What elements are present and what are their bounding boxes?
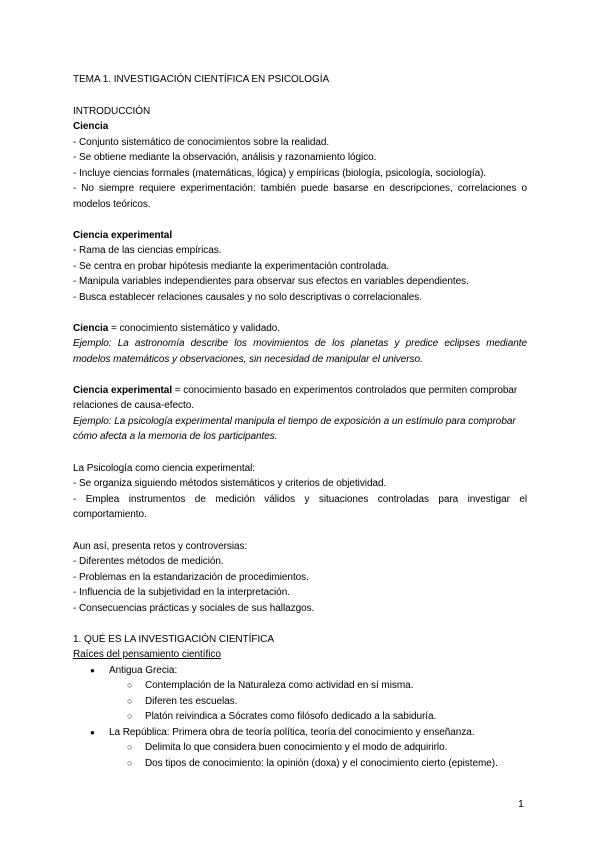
retos-item: - Diferentes métodos de medición. — [73, 556, 224, 567]
retos-item: - Consecuencias prácticas y sociales de sus hallazgos. — [73, 603, 315, 614]
circle-bullet-icon: ○ — [127, 742, 133, 752]
definition-term: Ciencia — [73, 323, 109, 334]
ciencia-experimental-heading: Ciencia experimental — [73, 230, 173, 241]
ciencia-experimental-item: - Rama de las ciencias empíricas. — [73, 245, 222, 256]
definition-ciencia-experimental — [73, 383, 527, 398]
psicologia-item-cont: comportamiento. — [73, 509, 147, 520]
ciencia-experimental-item: - Se centra en probar hipótesis mediante la experimentación controlada. — [73, 261, 390, 272]
sub-list-item: Contemplación de la Naturaleza como actividad en sí misma. — [145, 680, 414, 691]
ciencia-item: - No siempre requiere experimentación: también puede basarse en descripciones, correlaciones o — [73, 183, 527, 194]
section-subheading: Raíces del pensamiento científico — [73, 649, 221, 660]
retos-item: - Influencia de la subjetividad en la interpretación. — [73, 587, 290, 598]
definition-term: Ciencia experimental — [73, 385, 173, 396]
circle-bullet-icon: ○ — [127, 758, 133, 768]
ciencia-item: - Se obtiene mediante la observación, análisis y razonamiento lógico. — [73, 152, 377, 163]
ciencia-item: - Incluye ciencias formales (matemáticas, lógica) y empíricas (biología, psicología, sociología). — [73, 168, 487, 179]
example-text-cont: modelos matemáticos y observaciones, sin necesidad de manipular el universo. — [73, 354, 423, 365]
retos-lead: Aun así, presenta retos y controversias: — [73, 541, 248, 552]
definition-text-cont: relaciones de causa-efecto. — [73, 400, 194, 411]
document-title: TEMA 1. INVESTIGACIÓN CIENTÍFICA EN PSICOLOGÍA — [73, 74, 330, 85]
psicologia-item: - Se organiza siguiendo métodos sistemáticos y criterios de objetividad. — [73, 478, 387, 489]
bullet-icon: ● — [90, 666, 95, 675]
sub-list-item: Dos tipos de conocimiento: la opinión (doxa) y el conocimiento cierto (episteme). — [145, 758, 498, 769]
sub-list-item: Delimita lo que considera buen conocimiento y el modo de adquirirlo. — [145, 742, 448, 753]
bullet-icon: ● — [90, 728, 95, 737]
ciencia-experimental-item: - Busca establecer relaciones causales y no solo descriptivas o correlacionales. — [73, 292, 422, 303]
sub-list-item: Diferen tes escuelas. — [145, 696, 238, 707]
section-heading: 1. QUÉ ES LA INVESTIGACIÓN CIENTÍFICA — [73, 634, 274, 645]
ciencia-item-cont: modelos teóricos. — [73, 199, 151, 210]
circle-bullet-icon: ○ — [127, 711, 133, 721]
intro-heading: INTRODUCCIÓN — [73, 106, 151, 117]
definition-text: = conocimiento sistemático y validado. — [108, 323, 280, 334]
psicologia-item: - Emplea instrumentos de medición válidos y situaciones controladas para investigar el — [73, 494, 527, 505]
circle-bullet-icon: ○ — [127, 680, 133, 690]
page-number: 1 — [518, 798, 524, 810]
retos-item: - Problemas en la estandarización de procedimientos. — [73, 572, 309, 583]
example-text: Ejemplo: La psicología experimental manipula el tiempo de exposición a un estímulo para comprobar — [73, 416, 516, 427]
psicologia-lead: La Psicología como ciencia experimental: — [73, 463, 255, 474]
example-text-cont: cómo afecta a la memoria de los participantes. — [73, 431, 278, 442]
ciencia-heading: Ciencia — [73, 121, 109, 132]
definition-text: = conocimiento basado en experimentos controlados que permiten comprobar — [172, 385, 518, 396]
example-text: Ejemplo: La astronomía describe los movimientos de los planetas y predice eclipses mediante — [73, 338, 527, 349]
ciencia-item: - Conjunto sistemático de conocimientos sobre la realidad. — [73, 137, 330, 148]
list-item: La República: Primera obra de teoría política, teoría del conocimiento y enseñanza. — [109, 727, 475, 738]
sub-list-item: Platón reivindica a Sócrates como filósofo dedicado a la sabiduría. — [145, 711, 437, 722]
definition-ciencia — [73, 321, 527, 336]
circle-bullet-icon: ○ — [127, 696, 133, 706]
list-item: Antigua Grecia: — [109, 665, 178, 676]
ciencia-experimental-item: - Manipula variables independientes para observar sus efectos en variables dependientes. — [73, 276, 469, 287]
